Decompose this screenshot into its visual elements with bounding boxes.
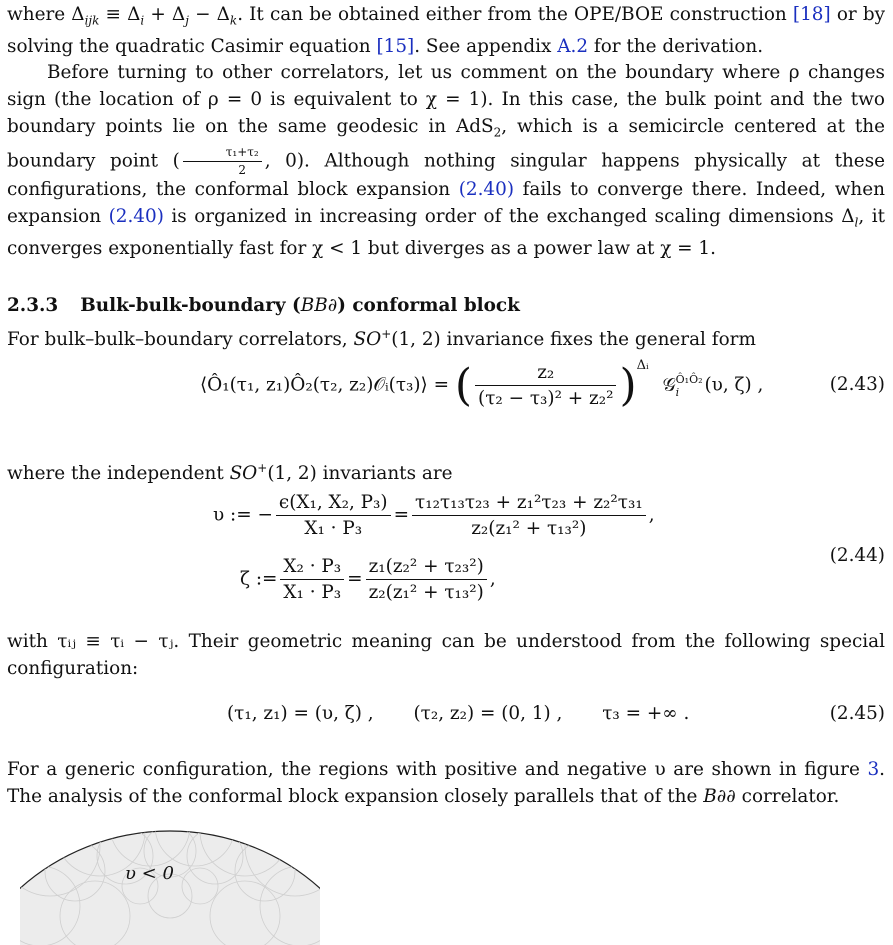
subscript: k: [229, 13, 238, 28]
text: For bulk–bulk–boundary correlators,: [7, 329, 354, 351]
text: with τᵢⱼ ≡ τᵢ − τⱼ. Their geometric meaning can be understood from the following special configuration:: [7, 631, 885, 679]
fraction-numerator: τ₁+τ₂: [183, 146, 262, 162]
equation-fraction: [280, 556, 344, 603]
equation-2-43: [200, 360, 763, 411]
equation-number-2-43: (2.43): [829, 374, 885, 395]
inline-math: B∂∂: [703, 785, 736, 807]
text: ≡ Δ: [99, 4, 141, 25]
equation-fraction: [412, 492, 646, 539]
fraction-denominator: 2: [238, 163, 247, 178]
equation-part: τ₃ = +∞ .: [602, 703, 690, 724]
subscript: i: [140, 13, 145, 28]
block-indices: [676, 373, 703, 399]
equation-lhs: ζ :=: [240, 568, 278, 590]
fraction-numerator: X₂ · P₃: [280, 556, 344, 580]
text: Before turning to other correlators, let us comment on the boundary where ρ changes sign (the location of ρ = 0 is equivalent to χ = 1). In this case, the bulk point and the two boundary points lie on the same geodesic in AdS: [7, 62, 885, 137]
paragraph-rho-boundary: [7, 60, 885, 263]
section-title-math: BB∂: [300, 295, 338, 316]
fraction-denominator: X₁ · P₃: [283, 582, 342, 603]
left-paren: (: [454, 360, 473, 411]
text: correlator.: [735, 785, 840, 807]
fraction-numerator: ϵ(X₁, X₂, P₃): [276, 492, 391, 516]
text: for the derivation.: [588, 36, 764, 58]
section-heading: [7, 295, 520, 316]
equation-fraction: [276, 492, 391, 539]
block-symbol: 𝒢: [662, 374, 676, 396]
paragraph-invariants-intro: [7, 455, 885, 488]
fraction-denominator: z₂(z₁² + τ₁₃²): [368, 582, 484, 603]
paragraph-generic-config: [7, 757, 885, 811]
group-symbol: SO: [229, 463, 258, 485]
equals-sign: =: [393, 504, 410, 526]
equation-fraction: [475, 362, 616, 409]
section-title: Bulk-bulk-boundary (: [80, 295, 301, 316]
equation-number-2-44: (2.44): [829, 545, 885, 566]
appendix-link[interactable]: A.2: [557, 36, 589, 58]
citation-link-18[interactable]: [18]: [792, 4, 831, 25]
text: where the independent: [7, 463, 230, 485]
equals-sign: =: [347, 568, 363, 590]
exponent: Δᵢ: [636, 358, 649, 374]
fraction-denominator: z₂(z₁² + τ₁₃²): [471, 518, 587, 539]
superscript: +: [257, 461, 268, 475]
text: . The analysis of the conformal block expansion closely parallels that of the: [7, 759, 885, 807]
equation-lhs: ⟨Ô₁(τ₁, z₁)Ô₂(τ₂, z₂)𝒪ᵢ(τ₃)⟩ =: [200, 374, 449, 396]
text: , which is a semicircle centered at the boundary point (: [7, 115, 885, 172]
text: (1, 2) invariants are: [267, 463, 453, 485]
group-symbol: SO: [353, 329, 382, 351]
text: is organized in increasing order of the exchanged scaling dimensions Δ: [163, 205, 855, 227]
text: . See appendix: [414, 36, 558, 58]
disk-boundary: [20, 831, 320, 945]
paragraph-bbb-intro: [7, 321, 885, 354]
equation-lhs: υ := −: [213, 504, 273, 526]
text: . It can be obtained either from the OPE/BOE construction: [237, 4, 793, 25]
equation-2-45: [227, 703, 689, 724]
paragraph-geometric-meaning: [7, 629, 885, 683]
equation-link-2-40[interactable]: (2.40): [108, 205, 164, 227]
block-subscript: i: [675, 385, 680, 399]
equation-link-2-40[interactable]: (2.40): [458, 179, 515, 201]
fraction-denominator: (τ₂ − τ₃)² + z₂²: [478, 388, 614, 409]
superscript: +: [381, 327, 392, 341]
text: (1, 2) invariance fixes the general form: [391, 329, 756, 351]
right-paren: ): [619, 360, 637, 411]
equation-2-44-row2: [240, 556, 496, 603]
text: , 0). Although nothing singular happens physically at these configurations, the conformal block expansion: [7, 150, 886, 201]
equation-fraction: [366, 556, 487, 603]
subscript: l: [854, 215, 859, 230]
fraction-numerator: τ₁₂τ₁₃τ₂₃ + z₁²τ₂₃ + z₂²τ₃₁: [412, 492, 646, 516]
punctuation: ,: [489, 568, 496, 590]
punctuation: ,: [648, 504, 655, 526]
hyperbolic-disk-figure: [20, 826, 320, 945]
equation-2-44-row1: [213, 492, 655, 539]
text: where Δ: [7, 4, 85, 25]
figure-link-3[interactable]: 3: [867, 759, 880, 780]
citation-link-15[interactable]: [15]: [376, 36, 415, 58]
text: or by solving the quadratic Casimir equation: [7, 4, 885, 58]
text: , it converges exponentially fast for χ < 1 but diverges as a power law at χ = 1.: [7, 205, 885, 260]
section-number: 2.3.3: [7, 295, 59, 316]
inline-fraction: [183, 146, 262, 177]
block-arguments: (υ, ζ) ,: [704, 374, 764, 396]
text: − Δ: [188, 4, 230, 25]
subscript: 2: [493, 125, 502, 140]
fraction-numerator: z₁(z₂² + τ₂₃²): [366, 556, 487, 580]
equation-part: (τ₁, z₁) = (υ, ζ) ,: [227, 703, 374, 724]
paragraph-delta-definition: [7, 2, 885, 61]
subscript: j: [185, 13, 189, 28]
region-label: υ < 0: [125, 863, 174, 884]
text: fails to converge there. Indeed, when expansion: [7, 179, 886, 227]
subscript: ijk: [84, 13, 100, 28]
fraction-numerator: z₂: [475, 362, 616, 386]
fraction-denominator: X₁ · P₃: [304, 518, 363, 539]
block-superscript: Ô₁Ô₂: [675, 372, 703, 386]
text: For a generic configuration, the regions with positive and negative υ are shown in figure: [7, 759, 868, 780]
text: + Δ: [144, 4, 186, 25]
equation-number-2-45: (2.45): [829, 703, 885, 724]
equation-part: (τ₂, z₂) = (0, 1) ,: [413, 703, 563, 724]
section-title-end: ) conformal block: [337, 295, 520, 316]
